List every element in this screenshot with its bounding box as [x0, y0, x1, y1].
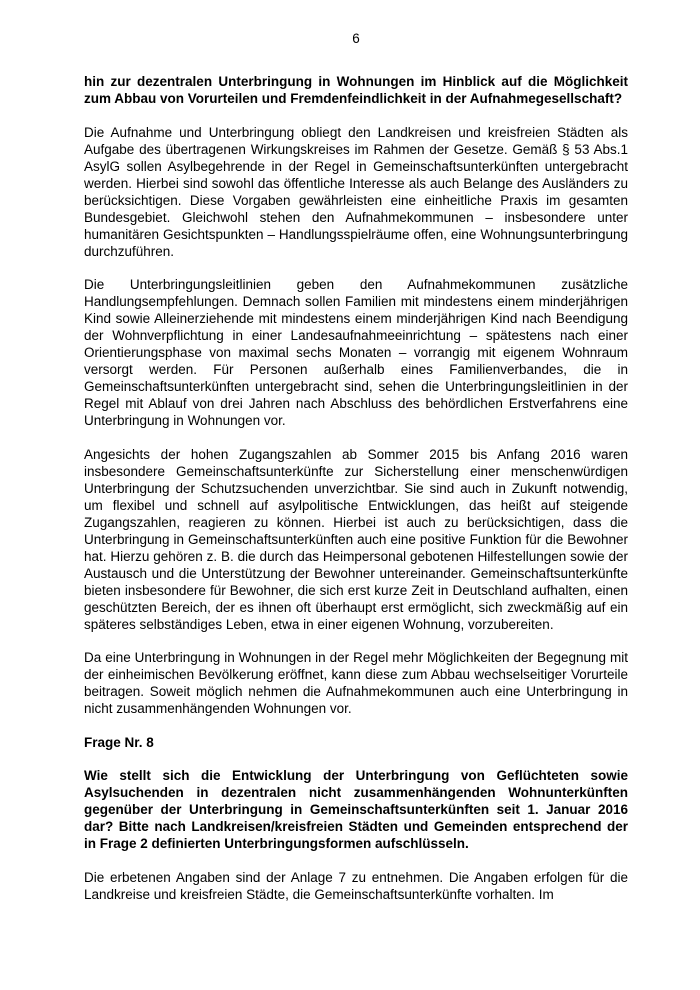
paragraph-frage-8-text: Wie stellt sich die Entwicklung der Unterbringung von Geflüchteten sowie Asylsuchenden in dezentralen nicht zusammenhängenden Wohnunterkünften gegenüber der Unterbringung in Gemeinschaftsunterkünften seit 1. Januar 2016 dar? Bitte nach Landkreisen/kreisfreien Städten und Gemeinden entsprechend der in Frage 2 definierten Unterbringungsformen aufschlüsseln. — [84, 768, 628, 851]
paragraph-question-continuation: hin zur dezentralen Unterbringung in Wohnungen im Hinblick auf die Möglichkeit zum Abbau von Vorurteilen und Fremdenfeindlichkeit in der Aufnahmegesellschaft? — [84, 74, 628, 106]
paragraph-answer-aufnahme: Die Aufnahme und Unterbringung obliegt den Landkreisen und kreisfreien Städten als Aufgabe des übertragenen Wirkungskreises im Rahmen der Gesetze. Gemäß § 53 Abs.1 AsylG sollen Asylbegehrende in der Regel in Gemeinschaftsunterkünften untergebracht werden. Hierbei sind sowohl das öffentliche Interesse als auch Belange des Ausländers zu berücksichtigen. Diese Vorgaben gewährleisten eine einheitliche Praxis im gesamten Bundesgebiet. Gleichwohl stehen den Aufnahmekommunen – insbesondere unter humanitären Gesichtspunkten – Handlungsspielräume offen, eine Wohnungsunterbringung durchzuführen. — [84, 124, 628, 259]
paragraph-answer-begegnung: Da eine Unterbringung in Wohnungen in der Regel mehr Möglichkeiten der Begegnung mit der einheimischen Bevölkerung eröffnet, kann diese zum Abbau wechselseitiger Vorurteile beitragen. Soweit möglich nehmen die Aufnahmekommunen auch eine Unterbringung in nicht zusammenhängenden Wohnungen vor. — [84, 650, 628, 716]
paragraph-answer-leitlinien: Die Unterbringungsleitlinien geben den Aufnahmekommunen zusätzliche Handlungsempfehlungen. Demnach sollen Familien mit mindestens einem minderjährigen Kind sowie Alleinerziehende mit mindestens einem minderjährigen Kind nach Beendigung der Wohnverpflichtung in einer Landesaufnahmeeinrichtung – spätestens nach einer Orientierungsphase von maximal sechs Monaten – vorrangig mit eigenem Wohnraum versorgt werden. Für Personen außerhalb eines Familienverbandes, die in Gemeinschaftsunterkünften untergebracht sind, sehen die Unterbringungsleitlinien in der Regel mit Ablauf von drei Jahren nach Abschluss des behördlichen Erstverfahrens eine Unterbringung in Wohnungen vor. — [84, 277, 628, 428]
page-number: 6 — [352, 31, 360, 46]
paragraph-answer-zugangszahlen: Angesichts der hohen Zugangszahlen ab Sommer 2015 bis Anfang 2016 waren insbesondere Gemeinschaftsunterkünfte zur Sicherstellung einer menschenwürdigen Unterbringung der Schutzsuchenden unverzichtbar. Sie sind auch in Zukunft notwendig, um flexibel und schnell auf asylpolitische Entwicklungen, das heißt auf steigende Zugangszahlen, reagieren zu können. Hierbei ist auch zu berücksichtigen, dass die Unterbringung in Gemeinschaftsunterkünften auch eine positive Funktion für die Bewohner hat. Hierzu gehören z. B. die durch das Heimpersonal gebotenen Hilfestellungen sowie der Austausch und die Unterstützung der Bewohner untereinander. Gemeinschaftsunterkünfte bieten insbesondere für Bewohner, die sich erst kurze Zeit in Deutschland aufhalten, einen geschützten Bereich, der es ihnen oft überhaupt erst ermöglicht, sich zweckmäßig auf ein späteres selbständiges Leben, etwa in einer eigenen Wohnung, vorzubereiten. — [84, 446, 628, 632]
frage-nr-8-heading: Frage Nr. 8 — [84, 734, 154, 750]
paragraph-answer-anlage-7: Die erbetenen Angaben sind der Anlage 7 zu entnehmen. Die Angaben erfolgen für die Landkreise und kreisfreien Städte, die Gemeinschaftsunterkünfte vorhalten. Im — [84, 869, 628, 902]
